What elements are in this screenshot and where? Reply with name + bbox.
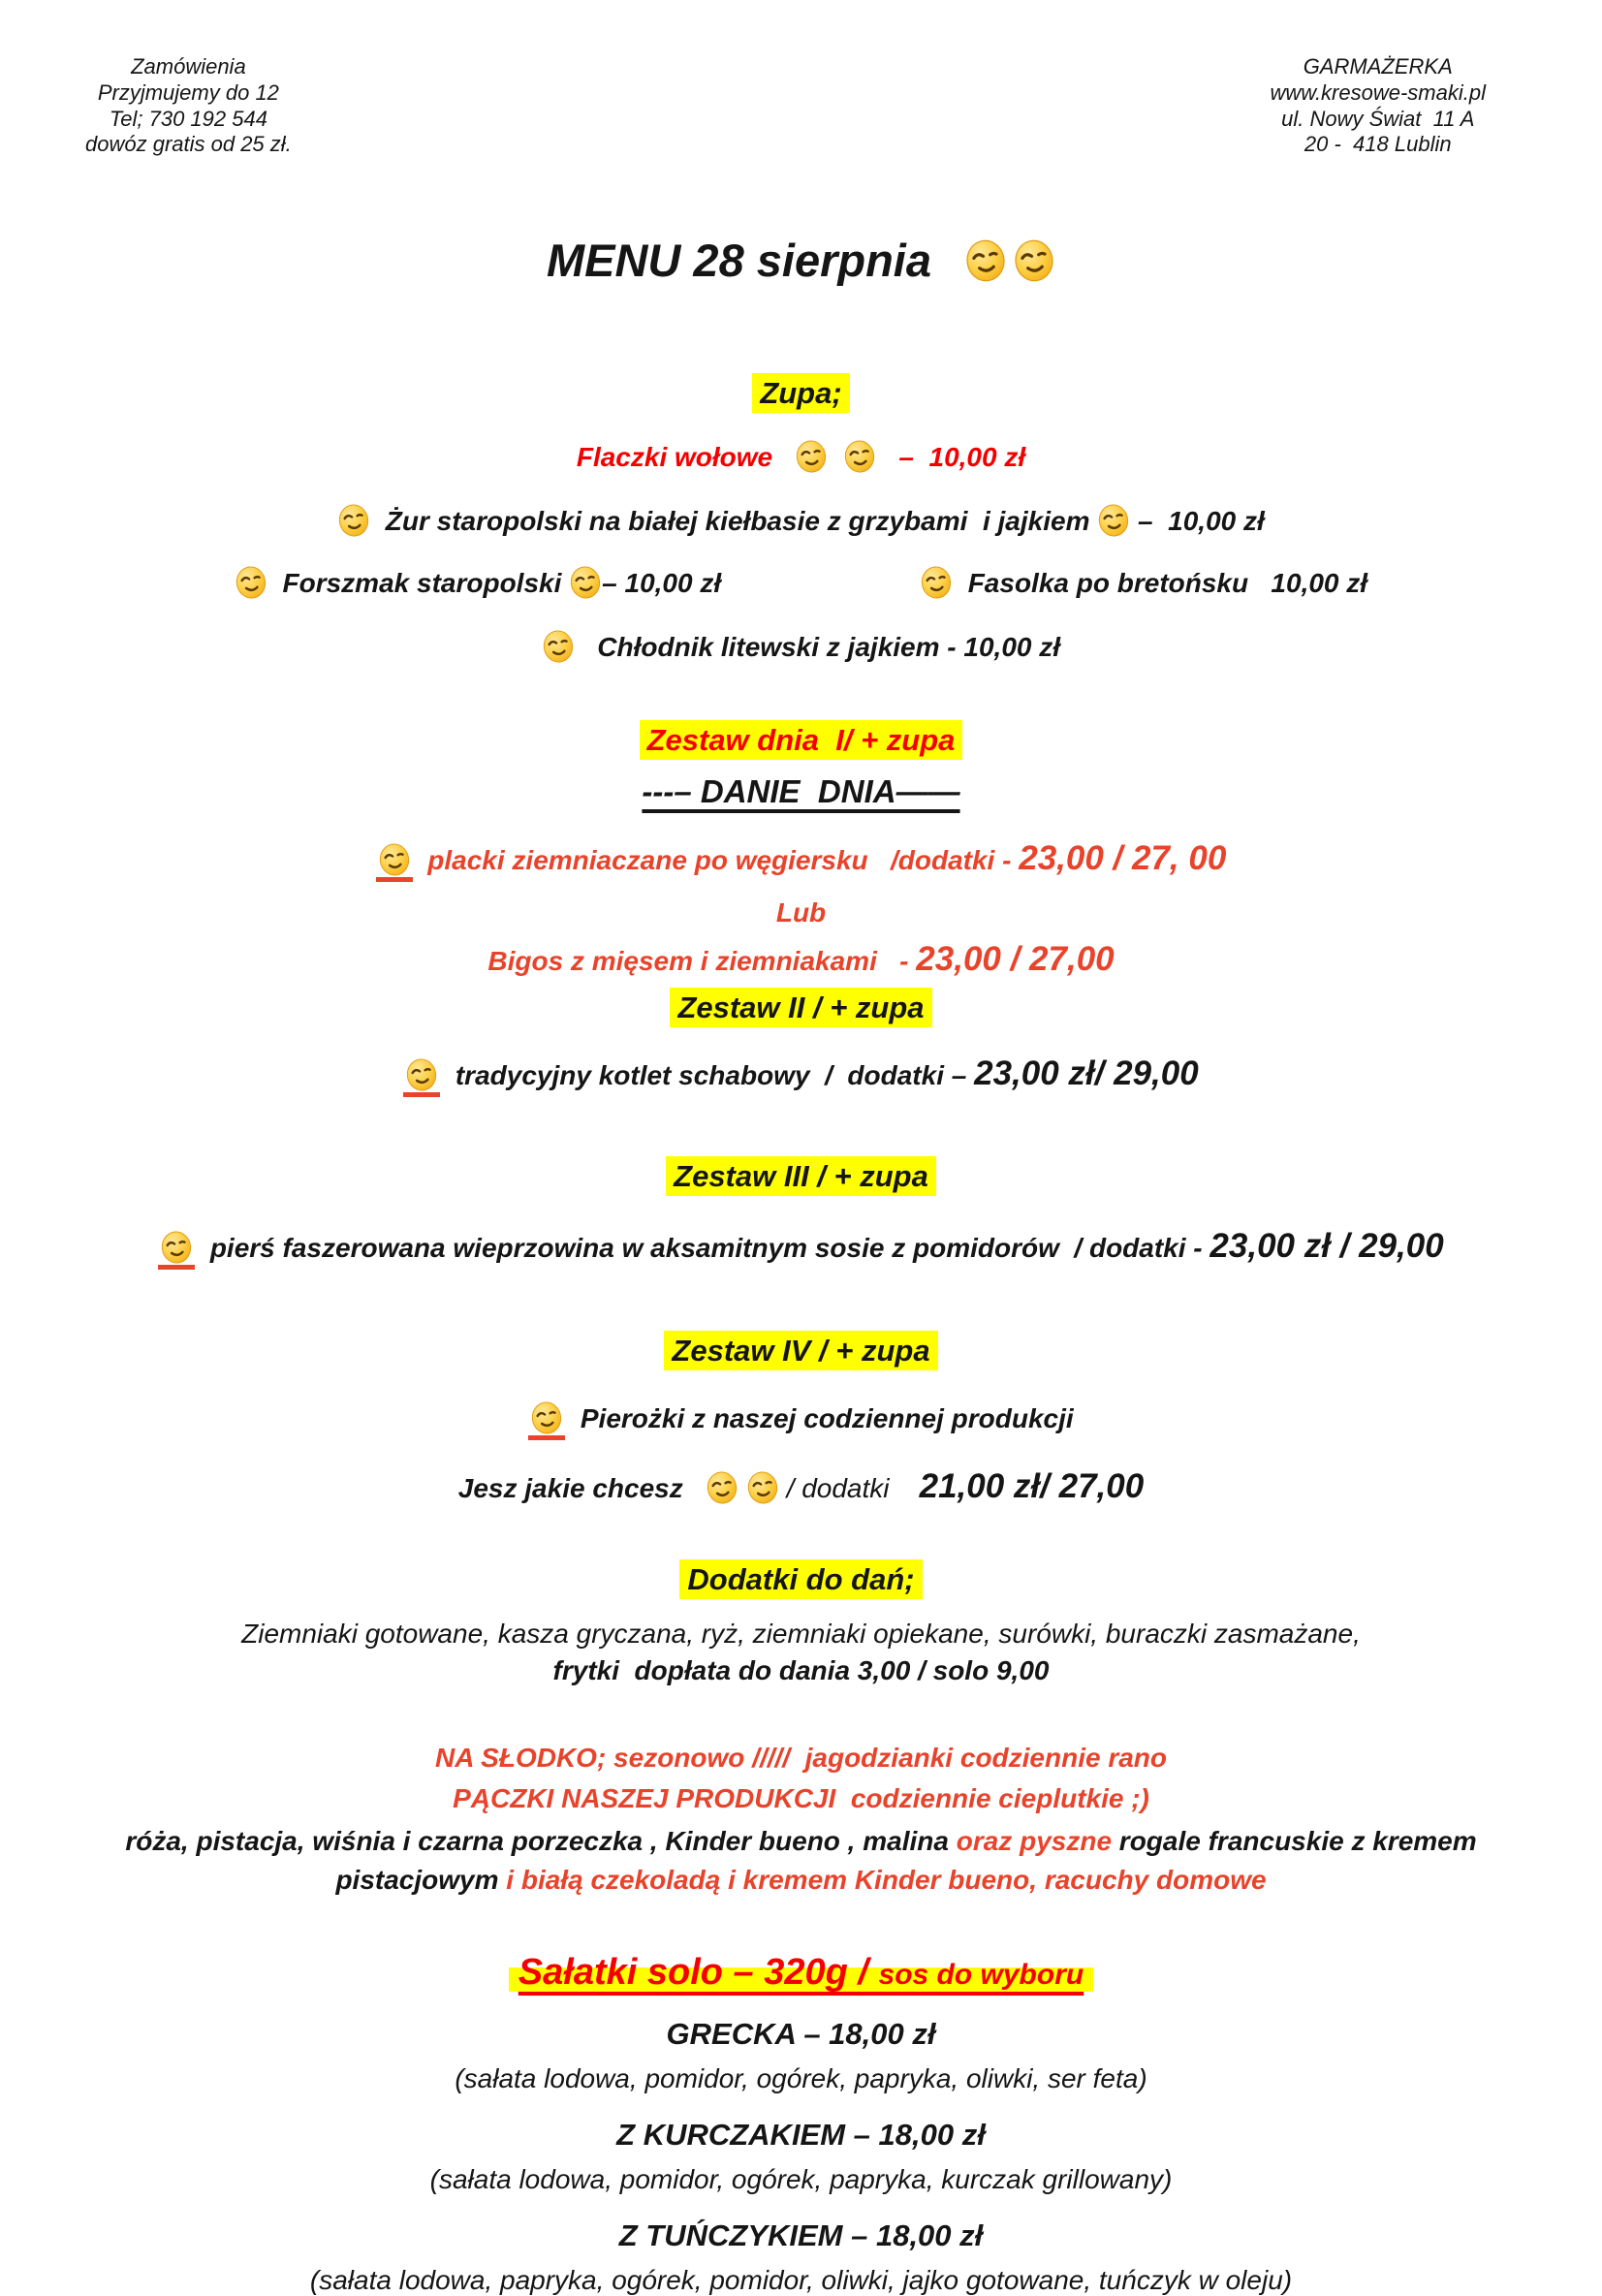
- sweets-pistachio: pistacjowym: [335, 1865, 507, 1896]
- soup-item-fasolka: [920, 566, 1367, 599]
- sweets-flavors: róża, pistacja, wiśnia i czarna porzeczka , Kinder bueno , malina: [125, 1826, 957, 1857]
- orders-deadline: Przyjmujemy do 12: [97, 79, 279, 105]
- dish-price: 21,00 zł/ 27,00: [919, 1467, 1145, 1506]
- wink-emoji-icon: [964, 239, 1007, 282]
- salad-greek-desc: (sałata lodowa, pomidor, ogórek, papryka, oliwki, ser feta): [455, 2063, 1147, 2094]
- page-title: MENU 28 sierpnia: [546, 235, 932, 287]
- soup-price: – 10,00 zł: [602, 568, 722, 599]
- free-delivery-note: dowóz gratis od 25 zł.: [85, 132, 292, 157]
- set2-heading-row: [0, 991, 1602, 1025]
- or-separator: Lub: [775, 897, 827, 928]
- dish-price: 23,00 zł/ 29,00: [974, 1054, 1199, 1093]
- wink-emoji-icon: [795, 440, 828, 473]
- soup-price: – 10,00 zł: [1138, 506, 1265, 537]
- soup-item-flaczki: [0, 440, 1602, 473]
- set2-item-kotlet: [0, 1054, 1602, 1097]
- set1-item-bigos: [0, 940, 1602, 979]
- wink-emoji-icon: [405, 1058, 438, 1091]
- title-row: [0, 234, 1602, 287]
- salads-heading-main: Sałatki solo – 320g /: [518, 1952, 879, 1994]
- wink-emoji-icon: [1013, 239, 1055, 282]
- wink-emoji-icon: [378, 843, 411, 876]
- soups-heading: Zupa;: [752, 373, 849, 413]
- header-left: [85, 54, 292, 158]
- dish-name: placki ziemniaczane po węgiersku: [427, 845, 868, 876]
- salad-tuna-desc: (sałata lodowa, papryka, ogórek, pomidor, oliwki, jajko gotowane, tuńczyk w oleju): [309, 2265, 1293, 2296]
- addons-label: / dodatki: [786, 1473, 890, 1504]
- dish-price: 23,00 / 27,00: [916, 940, 1115, 979]
- wink-emoji-icon: [569, 566, 602, 599]
- soup-name: Fasolka po bretońsku 10,00 zł: [967, 568, 1368, 599]
- fries-surcharge-line: frytki dopłata do dania 3,00 / solo 9,00: [552, 1655, 1050, 1686]
- salad-chicken-title: Z KURCZAKIEM – 18,00 zł: [616, 2118, 986, 2153]
- dish-name: tradycyjny kotlet schabowy / dodatki –: [455, 1060, 975, 1091]
- header: [0, 0, 1602, 158]
- set4-heading: Zestaw IV / + zupa: [664, 1331, 937, 1370]
- salads-heading-sub: sos do wyboru: [878, 1959, 1084, 1992]
- company-name: GARMAŻERKA: [1303, 54, 1453, 79]
- city-address: 20 - 418 Lublin: [1304, 132, 1452, 157]
- soup-item-zur: [0, 504, 1602, 537]
- wink-emoji-icon: [746, 1471, 779, 1504]
- dish-name: Pierożki z naszej codziennej produkcji: [580, 1403, 1074, 1434]
- dish-of-day-row: [0, 773, 1602, 810]
- set1-item-placki: [0, 839, 1602, 882]
- sweets-croissants: rogale francuskie z kremem: [1118, 1826, 1477, 1857]
- sweets-chocolate-text: i białą czekoladą i kremem Kinder bueno, racuchy domowe: [506, 1865, 1267, 1896]
- orders-label: Zamówienia: [131, 54, 246, 79]
- dish-price: 23,00 zł / 29,00: [1209, 1227, 1444, 1266]
- website: www.kresowe-smaki.pl: [1270, 79, 1486, 105]
- wink-emoji-icon: [235, 566, 267, 599]
- set4-choice-row: [0, 1467, 1602, 1506]
- sweets-line-1: NA SŁODKO; sezonowo ///// jagodzianki codziennie rano: [434, 1743, 1168, 1774]
- set4-heading-row: [0, 1334, 1602, 1368]
- soup-name: Flaczki wołowe: [576, 442, 773, 473]
- soup-name: Żur staropolski na białej kiełbasie z grzybami i jajkiem: [385, 506, 1090, 537]
- wink-emoji-icon: [1097, 504, 1130, 537]
- set1-heading: Zestaw dnia I/ + zupa: [640, 720, 963, 760]
- soup-name: Forszmak staropolski: [282, 568, 562, 599]
- sweets-highlight-text: oraz pyszne: [956, 1826, 1119, 1857]
- addons-heading-row: [0, 1562, 1602, 1597]
- choice-label: Jesz jakie chcesz: [457, 1473, 683, 1504]
- soups-section-heading-row: [0, 376, 1602, 411]
- dish-name: Bigos z mięsem i ziemniakami -: [487, 946, 917, 977]
- soup-item-forszmak: [235, 566, 721, 599]
- set3-heading-row: [0, 1159, 1602, 1194]
- set2-heading: Zestaw II / + zupa: [670, 988, 931, 1027]
- wink-emoji-icon: [530, 1401, 563, 1434]
- sweets-line-4: [0, 1865, 1602, 1896]
- wink-emoji-icon: [160, 1231, 193, 1264]
- header-right: [1271, 54, 1487, 158]
- wink-emoji-icon: [706, 1471, 738, 1504]
- phone-number: Tel; 730 192 544: [109, 106, 267, 131]
- soup-item-chlodnik: [0, 630, 1602, 663]
- salad-greek-title: GRECKA – 18,00 zł: [666, 2017, 936, 2052]
- soup-price: – 10,00 zł: [898, 442, 1026, 473]
- wink-emoji-icon: [920, 566, 953, 599]
- sweets-line-3: [0, 1826, 1602, 1857]
- set3-item-piers: [0, 1227, 1602, 1270]
- salads-heading: [509, 1952, 1093, 1994]
- street-address: ul. Nowy Świat 11 A: [1281, 106, 1475, 131]
- wink-emoji-icon: [843, 440, 876, 473]
- salad-tuna-title: Z TUŃCZYKIEM – 18,00 zł: [618, 2218, 984, 2253]
- sweets-line-2: PĄCZKI NASZEJ PRODUKCJI codziennie cieplutkie ;): [453, 1783, 1149, 1814]
- set1-heading-row: [0, 723, 1602, 758]
- set4-item-pierozki: [0, 1401, 1602, 1440]
- dish-price: 23,00 / 27, 00: [1019, 839, 1227, 878]
- dish-name: pierś faszerowana wieprzowina w aksamitnym sosie z pomidorów / dodatki -: [209, 1233, 1210, 1264]
- dish-of-day-label: ---– DANIE DNIA——: [642, 773, 960, 810]
- addons-list-line: Ziemniaki gotowane, kasza gryczana, ryż, ziemniaki opiekane, surówki, buraczki zasmażane,: [241, 1619, 1361, 1650]
- salads-heading-row: [0, 1952, 1602, 1994]
- wink-emoji-icon: [337, 504, 370, 537]
- wink-emoji-icon: [542, 630, 575, 663]
- set3-heading: Zestaw III / + zupa: [666, 1156, 936, 1196]
- salad-chicken-desc: (sałata lodowa, pomidor, ogórek, papryka, kurczak grillowany): [429, 2164, 1173, 2195]
- dish-addons-label: /dodatki -: [891, 845, 1020, 876]
- addons-heading: Dodatki do dań;: [679, 1559, 922, 1599]
- soup-row-two-columns: [0, 566, 1602, 599]
- soup-name: Chłodnik litewski z jajkiem - 10,00 zł: [597, 632, 1061, 663]
